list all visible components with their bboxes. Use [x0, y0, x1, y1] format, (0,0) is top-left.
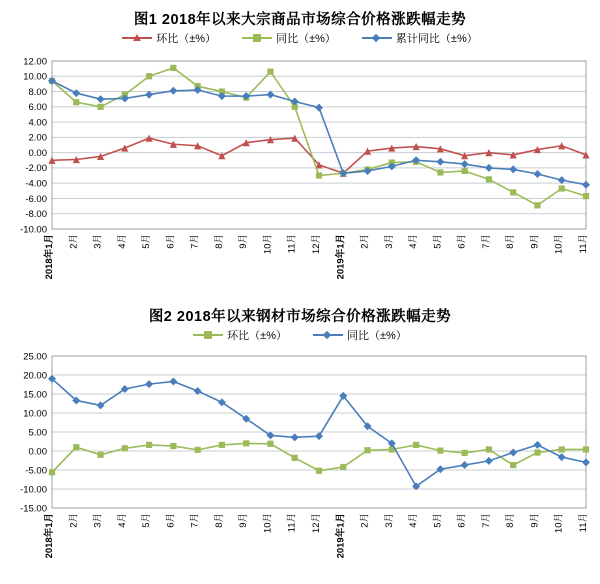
data-point-marker: [486, 446, 492, 452]
data-point-marker: [534, 202, 540, 208]
x-axis-tick-label: 9月: [529, 234, 541, 249]
data-point-marker: [219, 442, 225, 448]
x-axis-tick-label: 3月: [92, 513, 104, 528]
data-point-marker: [413, 442, 419, 448]
data-point-marker: [509, 449, 517, 457]
x-axis-tick-label: 2019年1月: [335, 513, 347, 559]
chart-1-title: 图1 2018年以来大宗商品市场综合价格涨跌幅走势: [133, 12, 467, 28]
data-point-marker: [169, 377, 177, 385]
data-point-marker: [559, 446, 565, 452]
data-point-marker: [122, 445, 128, 451]
x-axis-tick-label: 7月: [480, 234, 492, 249]
x-axis-tick-label: 8月: [505, 513, 517, 528]
data-point-marker: [170, 443, 176, 449]
chart-2-title: 图2 2018年以来钢材市场综合价格涨跌幅走势: [148, 309, 452, 325]
data-point-marker: [169, 87, 177, 95]
x-axis-tick-label: 2月: [68, 234, 80, 249]
data-point-marker: [73, 444, 79, 450]
data-point-marker: [316, 468, 322, 474]
data-point-marker: [486, 176, 492, 182]
x-axis-tick-label: 8月: [213, 513, 225, 528]
y-axis-tick-label: -10.00: [20, 224, 47, 236]
x-axis-tick-label: 4月: [408, 234, 420, 249]
x-axis-tick-label: 10月: [553, 234, 565, 255]
x-axis-tick-label: 7月: [189, 513, 201, 528]
x-axis-tick-label: 10月: [262, 513, 274, 534]
data-point-marker: [315, 432, 323, 440]
y-axis-tick-label: 25.00: [23, 351, 47, 363]
data-point-marker: [582, 458, 590, 466]
x-axis-tick-label: 6月: [456, 513, 468, 528]
data-point-marker: [461, 461, 469, 469]
data-point-marker: [485, 457, 493, 465]
x-axis-tick-label: 10月: [262, 234, 274, 255]
data-point-marker: [316, 172, 322, 178]
data-point-marker: [437, 448, 443, 454]
x-axis-tick-label: 4月: [116, 513, 128, 528]
data-point-marker: [218, 152, 225, 159]
y-axis-tick-label: 5.00: [28, 427, 47, 439]
x-axis-tick-label: 4月: [408, 513, 420, 528]
data-point-marker: [533, 170, 541, 178]
data-point-marker: [195, 447, 201, 453]
x-axis-tick-label: 2019年1月: [335, 234, 347, 280]
chart-2-block: [0, 291, 600, 568]
data-point-marker: [49, 469, 55, 475]
x-axis-tick-label: 9月: [238, 513, 250, 528]
chart-svg: [0, 51, 600, 291]
x-axis-tick-label: 6月: [456, 234, 468, 249]
y-axis-tick-label: -15.00: [20, 503, 47, 515]
x-axis-tick-label: 5月: [141, 513, 153, 528]
data-point-marker: [510, 462, 516, 468]
data-point-marker: [97, 452, 103, 458]
x-axis-tick-label: 2018年1月: [44, 513, 55, 559]
x-axis-tick-label: 2月: [359, 234, 371, 249]
series-line: [52, 68, 586, 205]
y-axis-tick-label: 10.00: [23, 408, 47, 420]
data-point-marker: [73, 99, 79, 105]
x-axis-tick-label: 8月: [505, 234, 517, 249]
y-axis-tick-label: 20.00: [23, 370, 47, 382]
chart-1-block: [0, 0, 600, 291]
x-axis-tick-label: 7月: [189, 234, 201, 249]
x-axis-tick-label: 12月: [311, 513, 322, 534]
y-axis-tick-label: -4.00: [25, 178, 47, 190]
x-axis-tick-label: 6月: [165, 513, 177, 528]
y-axis-tick-label: 10.00: [23, 71, 47, 83]
chart-svg: [0, 348, 600, 568]
y-axis-tick-label: 0.00: [28, 147, 47, 159]
y-axis-tick-label: 4.00: [28, 117, 47, 129]
data-point-marker: [462, 450, 468, 456]
x-axis-tick-label: 11月: [578, 234, 589, 254]
data-point-marker: [170, 65, 176, 71]
data-point-marker: [559, 185, 565, 191]
y-axis-tick-label: -2.00: [25, 163, 47, 175]
y-axis-tick-label: -5.00: [25, 465, 47, 477]
x-axis-tick-label: 11月: [286, 513, 298, 533]
x-axis-tick-label: 2月: [359, 513, 371, 528]
data-point-marker: [485, 164, 493, 172]
data-point-marker: [146, 442, 152, 448]
x-axis-tick-label: 4月: [116, 234, 128, 249]
y-axis-tick-label: 8.00: [28, 86, 47, 98]
x-axis-tick-label: 3月: [383, 234, 395, 249]
data-point-marker: [267, 69, 273, 75]
data-point-marker: [145, 380, 153, 388]
data-point-marker: [509, 165, 517, 173]
data-point-marker: [72, 89, 80, 97]
data-point-marker: [364, 447, 370, 453]
x-axis-tick-label: 7月: [480, 513, 492, 528]
data-point-marker: [315, 104, 323, 112]
y-axis-tick-label: -10.00: [20, 484, 47, 496]
x-axis-tick-label: 10月: [553, 513, 565, 534]
legend-label: 环比（±%）: [227, 330, 287, 342]
legend-label: 同比（±%）: [276, 33, 336, 45]
data-point-marker: [437, 169, 443, 175]
x-axis-tick-label: 3月: [383, 513, 395, 528]
y-axis-tick-label: 12.00: [23, 56, 47, 68]
x-axis-tick-label: 11月: [286, 234, 298, 254]
data-point-marker: [97, 104, 103, 110]
data-point-marker: [97, 95, 105, 103]
data-point-marker: [510, 189, 516, 195]
y-axis-tick-label: -6.00: [25, 193, 47, 205]
x-axis-tick-label: 12月: [311, 234, 322, 255]
x-axis-tick-label: 6月: [165, 234, 177, 249]
x-axis-tick-label: 2月: [68, 513, 80, 528]
x-axis-tick-label: 8月: [213, 234, 225, 249]
x-axis-tick-label: 5月: [141, 234, 153, 249]
data-point-marker: [146, 73, 152, 79]
legend-label: 同比（±%）: [347, 330, 407, 342]
y-axis-tick-label: 0.00: [28, 446, 47, 458]
x-axis-tick-label: 3月: [92, 234, 104, 249]
x-axis-tick-label: 5月: [432, 513, 444, 528]
legend-label: 累计同比（±%）: [395, 33, 478, 45]
data-point-marker: [462, 168, 468, 174]
data-point-marker: [461, 160, 469, 168]
data-point-marker: [340, 464, 346, 470]
y-axis-tick-label: -8.00: [25, 209, 47, 221]
legend-label: 环比（±%）: [156, 33, 217, 45]
data-point-marker: [436, 158, 444, 166]
x-axis-tick-label: 5月: [432, 234, 444, 249]
data-point-marker: [533, 441, 541, 449]
y-axis-tick-label: 2.00: [28, 132, 47, 144]
series-line: [52, 81, 586, 185]
chart-2-plot: [0, 326, 600, 568]
data-point-marker: [243, 440, 249, 446]
y-axis-tick-label: 6.00: [28, 102, 47, 114]
data-point-marker: [558, 453, 566, 461]
data-point-marker: [582, 181, 590, 189]
x-axis-tick-label: 11月: [578, 513, 589, 533]
data-point-marker: [291, 433, 299, 441]
data-point-marker: [121, 144, 128, 151]
data-point-marker: [583, 193, 589, 199]
data-point-marker: [292, 455, 298, 461]
data-point-marker: [534, 449, 540, 455]
y-axis-tick-label: 15.00: [23, 389, 47, 401]
chart-1-plot: [0, 29, 600, 291]
x-axis-tick-label: 9月: [529, 513, 541, 528]
x-axis-tick-label: 2018年1月: [44, 234, 55, 280]
data-point-marker: [583, 446, 589, 452]
x-axis-tick-label: 9月: [238, 234, 250, 249]
data-point-marker: [267, 441, 273, 447]
